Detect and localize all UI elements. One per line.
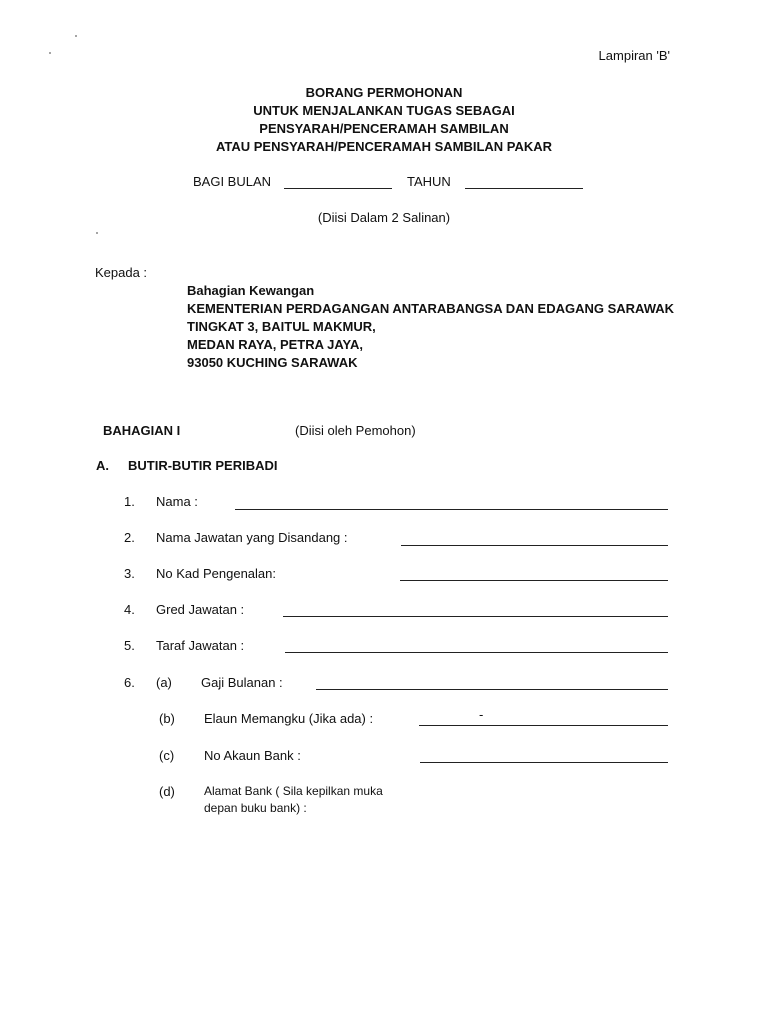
status-label: Taraf Jawatan : — [156, 638, 245, 653]
address-line: Bahagian Kewangan — [187, 283, 315, 298]
salary-input-line[interactable] — [316, 689, 668, 690]
recipient-label: Kepada : — [95, 265, 148, 280]
year-label: TAHUN — [407, 174, 451, 189]
sub-letter: (b) — [159, 711, 175, 726]
field-number: 4. — [124, 602, 135, 617]
bank-address-label: Alamat Bank ( Sila kepilkan muka depan buku bank) : — [204, 784, 383, 815]
field-number: 2. — [124, 530, 135, 545]
title-line: PENSYARAH/PENCERAMAH SAMBILAN — [259, 121, 509, 136]
month-input-line[interactable] — [284, 188, 392, 189]
acting-allowance-label: Elaun Memangku (Jika ada) : — [204, 711, 374, 726]
scan-speck — [49, 52, 51, 54]
section-title: BUTIR-BUTIR PERIBADI — [128, 458, 278, 473]
grade-input-line[interactable] — [283, 616, 668, 617]
month-label: BAGI BULAN — [193, 174, 272, 189]
salary-label: Gaji Bulanan : — [201, 675, 283, 690]
sub-letter: (d) — [159, 784, 175, 799]
acting-allowance-mark: - — [479, 707, 484, 722]
field-number: 1. — [124, 494, 135, 509]
title-line: ATAU PENSYARAH/PENCERAMAH SAMBILAN PAKAR — [215, 139, 553, 154]
part-title: BAHAGIAN I — [103, 423, 181, 438]
address-line: KEMENTERIAN PERDAGANGAN ANTARABANGSA DAN EDAGANG SARAWAK — [187, 301, 675, 316]
position-input-line[interactable] — [401, 545, 668, 546]
address-line: MEDAN RAYA, PETRA JAYA, — [187, 337, 364, 352]
position-label: Nama Jawatan yang Disandang : — [156, 530, 348, 545]
copies-note: (Diisi Dalam 2 Salinan) — [317, 210, 451, 225]
grade-label: Gred Jawatan : — [156, 602, 245, 617]
field-number: 5. — [124, 638, 135, 653]
ic-number-label: No Kad Pengenalan: — [156, 566, 276, 581]
attachment-label: Lampiran 'B' — [598, 48, 670, 63]
field-number: 3. — [124, 566, 135, 581]
sub-letter: (c) — [159, 748, 175, 763]
scan-speck — [75, 35, 77, 37]
year-input-line[interactable] — [465, 188, 583, 189]
field-number: 6. — [124, 675, 135, 690]
address-line: TINGKAT 3, BAITUL MAKMUR, — [187, 319, 376, 334]
ic-number-input-line[interactable] — [400, 580, 668, 581]
acting-allowance-input-line[interactable] — [419, 725, 668, 726]
status-input-line[interactable] — [285, 652, 668, 653]
bank-account-label: No Akaun Bank : — [204, 748, 301, 763]
section-letter: A. — [96, 458, 109, 473]
form-title — [0, 84, 768, 156]
scan-speck — [96, 232, 98, 234]
bank-account-input-line[interactable] — [420, 762, 668, 763]
sub-letter: (a) — [156, 675, 172, 690]
recipient-address — [187, 282, 674, 372]
name-label: Nama : — [156, 494, 198, 509]
name-input-line[interactable] — [235, 509, 668, 510]
address-line: 93050 KUCHING SARAWAK — [187, 355, 358, 370]
title-line: BORANG PERMOHONAN — [305, 85, 463, 100]
part-note: (Diisi oleh Pemohon) — [295, 423, 416, 438]
title-line: UNTUK MENJALANKAN TUGAS SEBAGAI — [253, 103, 515, 118]
